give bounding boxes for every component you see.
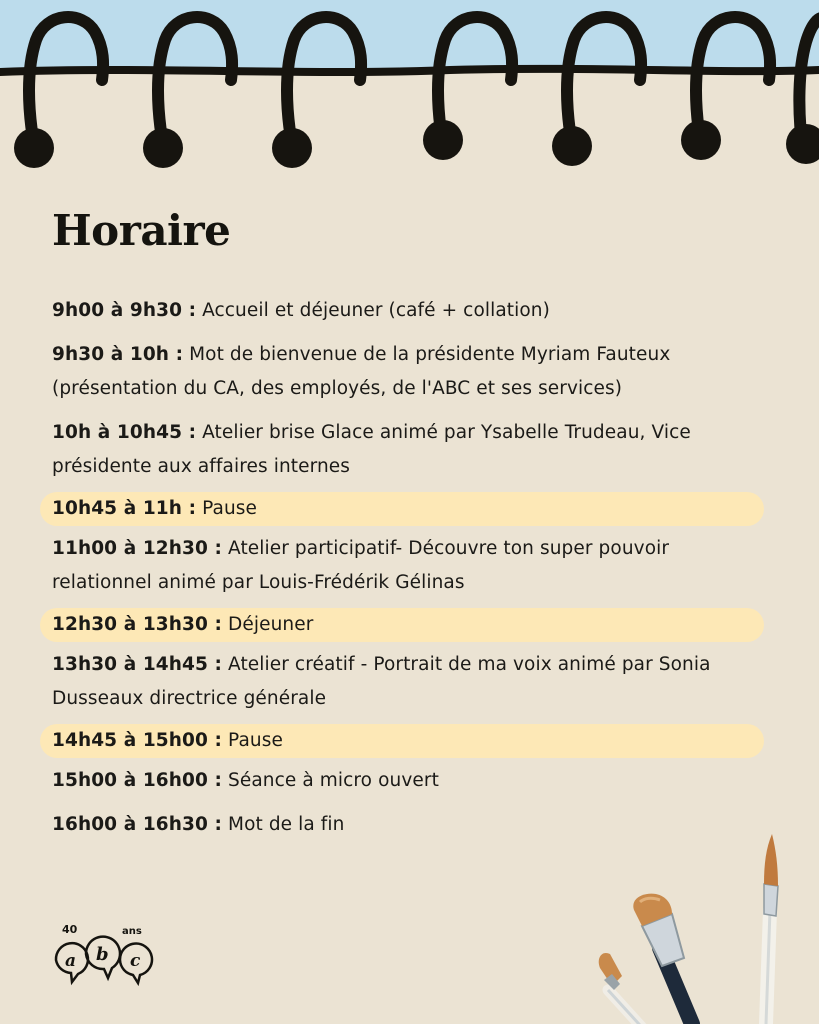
logo-letter-c: c xyxy=(130,951,141,971)
abc-40-ans-logo xyxy=(50,920,160,990)
schedule-description: Séance à micro ouvert xyxy=(228,770,439,791)
logo-suffix: ans xyxy=(122,926,142,937)
spiral-binding xyxy=(0,0,819,190)
schedule-list xyxy=(40,290,764,846)
schedule-description: Mot de la fin xyxy=(228,814,345,835)
schedule-description: Mot de bienvenue de la présidente Myriam Fauteux (présentation du CA, des employés, de l'ABC et ses services) xyxy=(52,344,671,399)
schedule-description: Accueil et déjeuner (café + collation) xyxy=(202,300,550,321)
schedule-time: 13h30 à 14h45 : xyxy=(52,654,223,675)
schedule-time: 9h30 à 10h : xyxy=(52,344,184,365)
schedule-description: Atelier créatif - Portrait de ma voix animé par Sonia Dusseaux directrice générale xyxy=(52,654,711,709)
logo-years: 40 xyxy=(62,923,78,936)
schedule-item xyxy=(40,334,764,410)
logo-letter-a: a xyxy=(65,951,77,971)
schedule-description: Pause xyxy=(228,730,283,751)
schedule-item-highlighted xyxy=(40,724,764,758)
schedule-item-highlighted xyxy=(40,608,764,642)
small-paintbrush xyxy=(599,953,658,1024)
schedule-time: 14h45 à 15h00 : xyxy=(52,730,223,751)
schedule-time: 12h30 à 13h30 : xyxy=(52,614,223,635)
medium-paintbrush xyxy=(633,894,692,1024)
schedule-description: Déjeuner xyxy=(228,614,314,635)
schedule-description: Atelier brise Glace animé par Ysabelle Trudeau, Vice présidente aux affaires internes xyxy=(52,422,691,477)
schedule-item xyxy=(40,528,764,604)
page-title: Horaire xyxy=(52,206,231,255)
thin-paintbrush xyxy=(764,834,778,1024)
schedule-time: 15h00 à 16h00 : xyxy=(52,770,223,791)
schedule-item-highlighted xyxy=(40,492,764,526)
schedule-time: 11h00 à 12h30 : xyxy=(52,538,223,559)
schedule-time: 10h45 à 11h : xyxy=(52,498,197,519)
schedule-item xyxy=(40,760,764,802)
schedule-item xyxy=(40,412,764,488)
schedule-time: 16h00 à 16h30 : xyxy=(52,814,223,835)
logo-letter-b: b xyxy=(96,944,109,965)
schedule-item xyxy=(40,644,764,720)
schedule-time: 9h00 à 9h30 : xyxy=(52,300,197,321)
schedule-time: 10h à 10h45 : xyxy=(52,422,197,443)
paintbrushes-illustration xyxy=(580,830,819,1024)
schedule-description: Atelier participatif- Découvre ton super pouvoir relationnel animé par Louis-Frédérik Gélinas xyxy=(52,538,670,593)
schedule-item xyxy=(40,290,764,332)
schedule-description: Pause xyxy=(202,498,257,519)
